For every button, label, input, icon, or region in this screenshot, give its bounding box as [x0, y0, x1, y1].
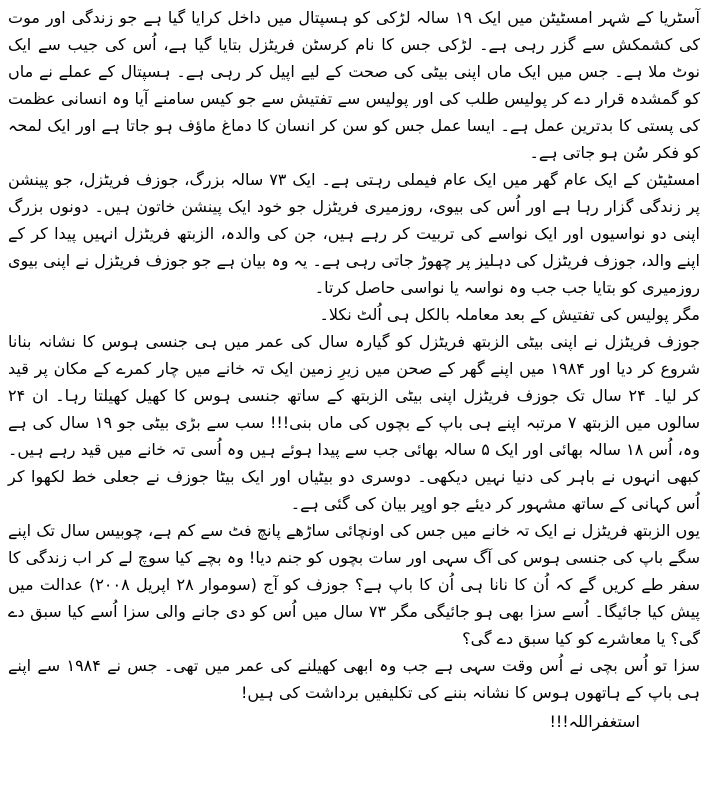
- paragraph-suffering: سزا تو اُس بچی نے اُس وقت سہی ہے جب وہ ابھی کھیلنے کی عمر میں تھی۔ جس نے ۱۹۸۴ سے اپنے ہی باپ کے ہاتھوں ہوس کا نشانہ بننے کی تکلیفیں برداشت کی ہیں!: [8, 656, 701, 702]
- paragraph-abuse-details: جوزف فریٹزل نے اپنی بیٹی الزبتھ فریٹزل کو گیارہ سال کی عمر میں ہی جنسی ہوس کا نشانہ بنانا شروع کر دیا اور ۱۹۸۴ میں اپنے گھر کے صحن میں زیرِ زمین ایک تہ خانے میں چار کمرے کے مکان پر قید کر لیا۔ ۲۴ سال تک جوزف فریٹزل اپنی بیٹی الزبتھ کے ساتھ جنسی ہوس کا کھیل کھیلتا رہا۔ ان ۲۴ سالوں میں الزبتھ ۷ مرتبہ اپنے ہی باپ کے بچوں کی ماں بنی!!! سب سے بڑی بیٹی جو ۱۹ سال کی ہے وہ، اُس ۱۸ سالہ بھائی اور ایک ۵ سالہ بھائی جب سے پیدا ہوئے ہیں وہ اُسی تہ خانے میں قید رہے ہیں۔ کبھی انہوں نے باہر کی دنیا نہیں دیکھی۔ دوسری دو بیٹیاں اور ایک بیٹا جوزف نے جعلی خط لکھوا کر اُس کہانی کے ساتھ مشہور کر دیئے جو اوپر بیان کی گئی ہے۔: [8, 332, 701, 513]
- paragraph-consequences: یوں الزبتھ فریٹزل نے ایک تہ خانے میں جس کی اونچائی ساڑھے پانچ فٹ سے کم ہے، چوبیس سال تک اپنے سگے باپ کی جنسی ہوس کی آگ سہی اور سات بچوں کو جنم دیا! وہ بچے کیا سوچ لے کر اب زندگی کا سفر طے کریں گے کہ اُن کا نانا ہی اُن کا باپ ہے؟ جوزف کو آج (سوموار ۲۸ اپریل ۲۰۰۸) عدالت میں پیش کیا جائیگا۔ اُسے سزا بھی ہو جائیگی مگر ۷۳ سال میں اُس کو دی جانے والی سزا اُسے کیا سبق دے گی؟ یا معاشرے کو کیا سبق دے گی؟: [8, 521, 700, 648]
- article-body: [8, 4, 700, 789]
- paragraph-intro: آسٹریا کے شہر امسٹیٹن میں ایک ۱۹ سالہ لڑکی کو ہسپتال میں داخل کرایا گیا ہے جو زندگی اور موت کی کشمکش سے گزر رہی ہے۔ لڑکی جس کا نام کرسٹن فریٹزل بتایا گیا ہے، اُس کی جیب سے ایک نوٹ ملا ہے۔ جس میں ایک ماں اپنی بیٹی کی صحت کے لیے اپیل کر رہی ہے۔ ہسپتال کے عملے نے ماں کو گمشدہ قرار دے کر پولیس طلب کی اور پولیس سے تفتیش سے جو کیس سامنے آیا وہ انسانی عظمت کی پستی کا بدترین عمل ہے۔ ایسا عمل جس کو سن کر انسان کا دماغ ماؤف ہو جاتا ہے اور ایک لمحہ کو فکر سُن ہو جاتی ہے۔: [8, 8, 701, 162]
- paragraph-family: امسٹیٹن کے ایک عام گھر میں ایک عام فیملی رہتی ہے۔ ایک ۷۳ سالہ بزرگ، جوزف فریٹزل، جو پینشن پر زندگی گزار رہا ہے اور اُس کی بیوی، روزمیری فریٹزل جو خود ایک پینشن خاتون ہیں۔ دونوں بزرگ اپنی دو نواسیوں اور ایک نواسے کی تربیت کر رہے ہیں، جن کی والدہ، الزبتھ فریٹزل انہیں پیدا کر کے اپنے والد، جوزف فریٹزل کی دہلیز پر چھوڑ جاتی رہی ہے۔ یہ وہ بیان ہے جو جوزف فریٹزل نے اپنی بیوی روزمیری کو بتایا جب جب وہ نواسہ یا نواسی حاصل کرتا۔: [8, 170, 701, 297]
- paragraph-police-finding: مگر پولیس کی تفتیش کے بعد معاملہ بالکل ہی اُلٹ نکلا۔: [319, 305, 700, 324]
- closing-exclamation: استغفراللہ!!!: [549, 712, 640, 731]
